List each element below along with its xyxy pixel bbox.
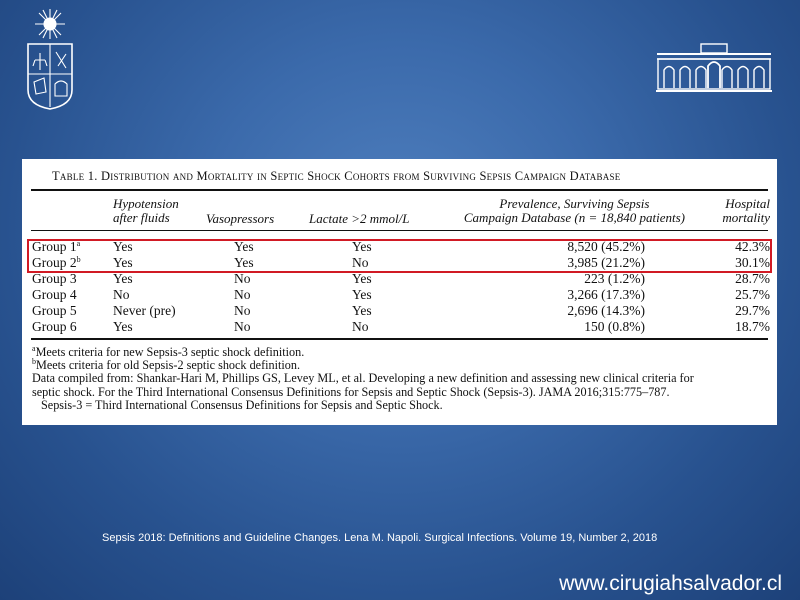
table-row: Group 1$^a$ Yes Yes Yes 8,520 (45.2%) 42.3%	[32, 239, 770, 254]
header-prevalence: Prevalence, Surviving Sepsis Campaign Database (n = 18,840 patients)	[463, 196, 685, 225]
footnote-a: $^a$Meets criteria for new Sepsis-3 septic shock definition.	[32, 344, 305, 359]
header-hypotension: Hypotension after fluids	[113, 196, 179, 225]
table-document	[22, 159, 777, 425]
source-line-1: Data compiled from: Shankar-Hari M, Phillips GS, Levey ML, et al. Developing a new definition and assessing new clinical criteria for	[32, 371, 694, 386]
website-url: www.cirugiahsalvador.cl	[559, 572, 782, 595]
table-header-rule	[31, 230, 768, 231]
table-bottom-rule	[31, 338, 768, 340]
table-row: Group 3 Yes No Yes 223 (1.2%) 28.7%	[32, 271, 770, 286]
university-crest-logo	[24, 8, 76, 110]
footnote-b: $^b$Meets criteria for old Sepsis-2 septic shock definition.	[32, 357, 301, 373]
source-line-2: septic shock. For the Third International Consensus Definitions for Sepsis and Septic Shock (Sepsis-3). JAMA 2016;315:775–787.	[32, 384, 670, 399]
table-top-rule	[31, 189, 768, 191]
citation-text: Sepsis 2018: Definitions and Guideline Changes. Lena M. Napoli. Surgical Infections. Volume 19, Number 2, 2018	[102, 532, 658, 544]
table-row: Group 4 No No Yes 3,266 (17.3%) 25.7%	[32, 287, 770, 302]
hospital-building-logo	[655, 42, 773, 94]
table-row: Group 6 Yes No No 150 (0.8%) 18.7%	[32, 319, 770, 334]
table-title: Table 1. Distribution and Mortality in Septic Shock Cohorts from Surviving Sepsis Campaign Database	[52, 169, 621, 183]
header-vasopressors: Vasopressors	[206, 211, 275, 226]
table-row: Group 2$^b$ Yes Yes No 3,985 (21.2%) 30.1%	[32, 255, 770, 270]
header-lactate: Lactate >2 mmol/L	[309, 211, 410, 226]
abbreviation-note: Sepsis-3 = Third International Consensus Definitions for Sepsis and Septic Shock.	[41, 397, 443, 412]
header-mortality: Hospital mortality	[722, 196, 770, 225]
table-footnotes	[32, 346, 772, 412]
table-row: Group 5 Never (pre) No Yes 2,696 (14.3%) 29.7%	[32, 303, 770, 318]
highlight-box	[27, 239, 772, 273]
